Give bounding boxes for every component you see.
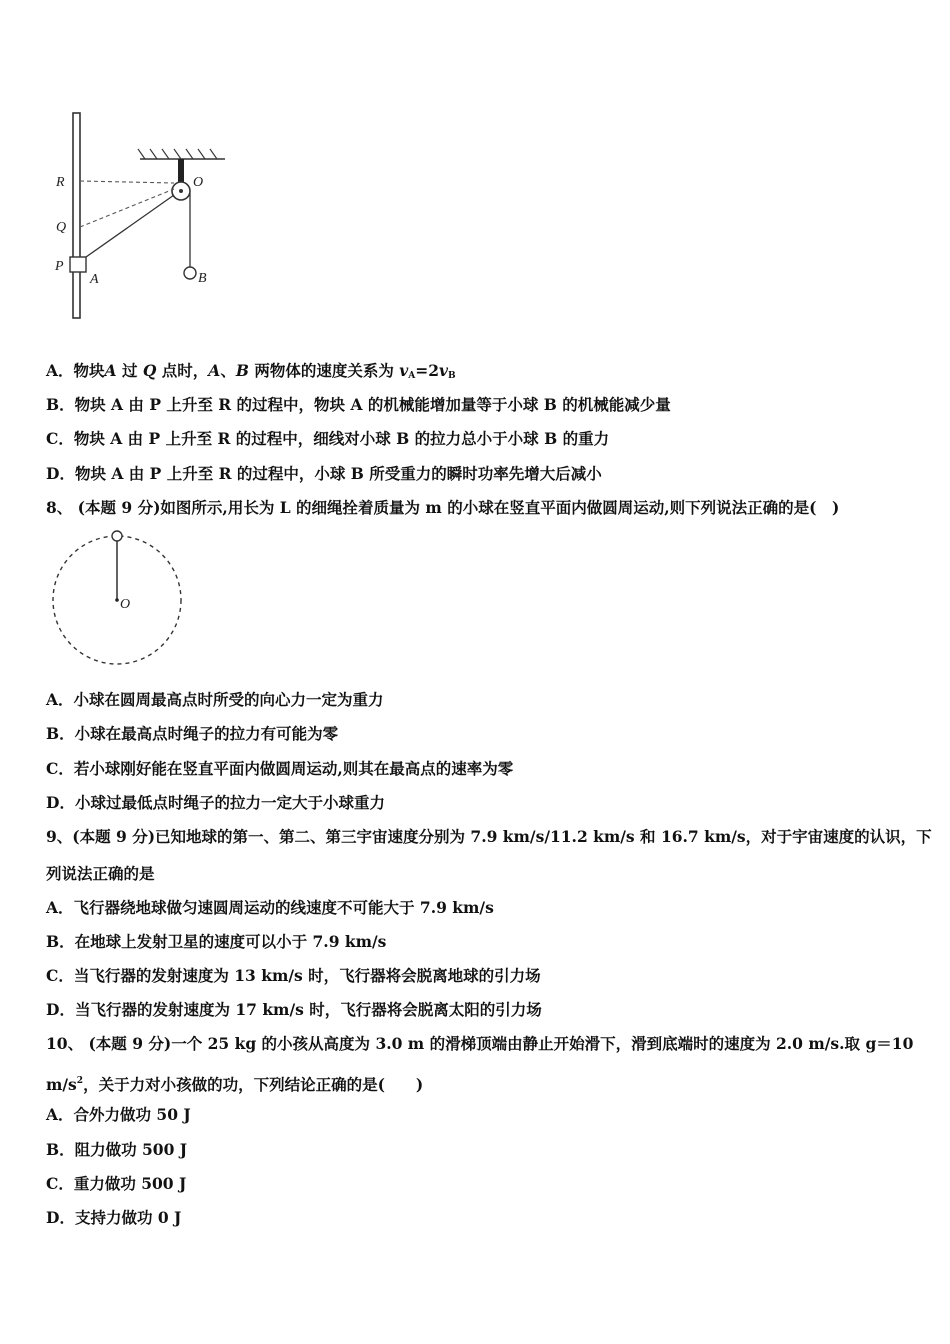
- small-ball: [112, 531, 122, 541]
- q10-option-c: C．重力做功 500 J: [46, 1174, 187, 1193]
- q7-option-c: C．物块 A 由 P 上升至 R 的过程中，细线对小球 B 的拉力总小于小球 B 的重力: [46, 429, 610, 448]
- q7-option-b: B．物块 A 由 P 上升至 R 的过程中，物块 A 的机械能增加量等于小球 B 的机械能减少量: [46, 395, 671, 414]
- option-label: B．: [46, 932, 75, 951]
- q9-option-b: B．在地球上发射卫星的速度可以小于 7.9 km/s: [46, 932, 387, 951]
- q10-stem-line2: $m/s^2$，关于力对小孩做的功，下列结论正确的是( ): [46, 1075, 424, 1094]
- option-label: D．: [46, 1208, 75, 1227]
- q10-option-a: A．合外力做功 50 J: [46, 1105, 191, 1124]
- option-label: D．: [46, 1000, 75, 1019]
- label-O: O: [193, 175, 204, 190]
- ball-B: [184, 267, 196, 279]
- q9-option-a: A．飞行器绕地球做匀速圆周运动的线速度不可能大于 7.9 km/s: [46, 898, 494, 917]
- dashed-line-R: [80, 181, 174, 183]
- q8-stem: 8、 (本题 9 分)如图所示,用长为 L 的细绳拴着质量为 m 的小球在竖直平面内做圆周运动,则下列说法正确的是( ): [46, 498, 840, 517]
- center-point: [115, 598, 119, 602]
- option-label: C．: [46, 759, 74, 778]
- vertical-rod: [73, 113, 80, 318]
- block-A: [70, 257, 86, 272]
- option-label: A．: [46, 361, 74, 380]
- label-B: B: [198, 271, 207, 286]
- q10-option-d: D．支持力做功 0 J: [46, 1208, 182, 1227]
- option-label: D．: [46, 464, 75, 483]
- circle-figure: [46, 526, 191, 671]
- label-Q: Q: [56, 220, 67, 235]
- option-label: C．: [46, 966, 74, 985]
- q8-option-a: A．小球在圆周最高点时所受的向心力一定为重力: [46, 690, 384, 709]
- option-label: B．: [46, 724, 75, 743]
- q8-option-d: D．小球过最低点时绳子的拉力一定大于小球重力: [46, 793, 385, 812]
- label-P: P: [55, 259, 64, 274]
- pulley-figure: [50, 105, 240, 330]
- q9-option-d: D．当飞行器的发射速度为 17 km/s 时，飞行器将会脱离太阳的引力场: [46, 1000, 542, 1019]
- q7-option-d: D．物块 A 由 P 上升至 R 的过程中，小球 B 所受重力的瞬时功率先增大后减小: [46, 464, 602, 483]
- dashed-line-Q: [80, 189, 174, 227]
- ceiling-hatch: [138, 149, 217, 159]
- option-label: A．: [46, 898, 74, 917]
- q9-option-c: C．当飞行器的发射速度为 13 km/s 时，飞行器将会脱离地球的引力场: [46, 966, 541, 985]
- label-R: R: [56, 175, 65, 190]
- option-label: C．: [46, 429, 74, 448]
- option-label: B．: [46, 395, 75, 414]
- option-label: A．: [46, 690, 74, 709]
- label-O: O: [120, 597, 131, 612]
- q10-option-b: B．阻力做功 500 J: [46, 1140, 188, 1159]
- q9-stem-line1: 9、(本题 9 分)已知地球的第一、第二、第三宇宙速度分别为 7.9 km/s/11.2 km/s 和 16.7 km/s，对于宇宙速度的认识，下: [46, 827, 932, 846]
- q7-option-a: A．物块A 过 Q 点时，A、B 两物体的速度关系为 $v_A=2v_B$: [46, 361, 456, 381]
- q8-option-c: C．若小球刚好能在竖直平面内做圆周运动,则其在最高点的速率为零: [46, 759, 514, 778]
- q9-stem-line2: 列说法正确的是: [46, 864, 155, 883]
- option-label: B．: [46, 1140, 75, 1159]
- label-A: A: [90, 272, 99, 287]
- q8-option-b: B．小球在最高点时绳子的拉力有可能为零: [46, 724, 339, 743]
- rope-A: [86, 195, 174, 257]
- q10-stem-line1: 10、 (本题 9 分)一个 25 kg 的小孩从高度为 3.0 m 的滑梯顶端由静止开始滑下，滑到底端时的速度为 2.0 m/s.取 g＝10: [46, 1034, 914, 1053]
- option-label: C．: [46, 1174, 74, 1193]
- option-label: A．: [46, 1105, 74, 1124]
- option-label: D．: [46, 793, 75, 812]
